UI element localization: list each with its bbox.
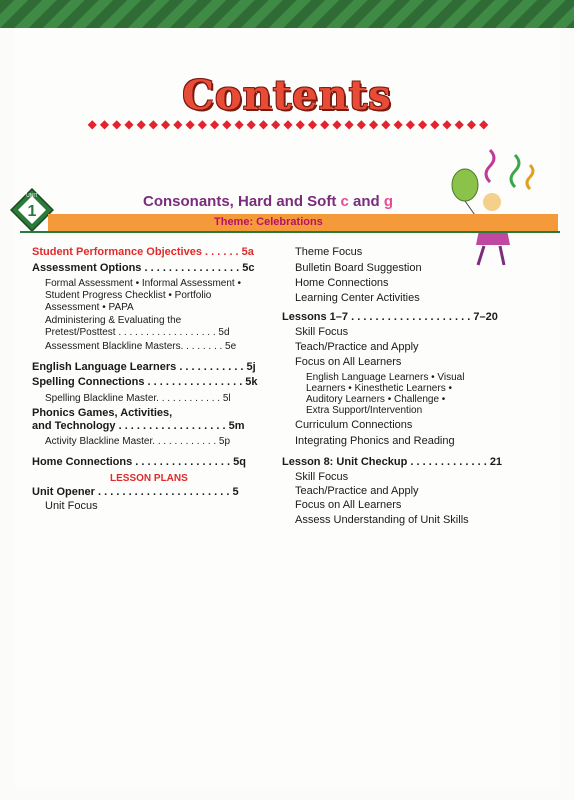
- toc-subentry: Assessment • PAPA: [45, 302, 134, 313]
- toc-entry: Curriculum Connections: [295, 419, 413, 431]
- toc-subentry: Pretest/Posttest . . . . . . . . . . . . . . . . . . 5d: [45, 327, 230, 338]
- toc-entry: Focus on All Learners: [295, 499, 402, 511]
- toc-subentry: Formal Assessment • Informal Assessment •: [45, 278, 241, 289]
- unit-number: 1: [27, 203, 37, 220]
- toc-subentry: Activity Blackline Master. . . . . . . . . . . . 5p: [45, 436, 231, 447]
- toc-subentry: Assessment Blackline Masters. . . . . . . . 5e: [45, 341, 237, 352]
- toc-entry: Lessons 1–7 . . . . . . . . . . . . . . . . . . . . 7–20: [282, 311, 498, 323]
- lesson-plans-heading: LESSON PLANS: [110, 473, 188, 484]
- divider-line: [20, 231, 560, 233]
- toc-subentry: Unit Focus: [45, 500, 98, 512]
- toc-entry: Home Connections . . . . . . . . . . . . . . . . 5q: [32, 456, 246, 468]
- toc-entry: Theme Focus: [295, 246, 363, 258]
- toc-entry: and Technology . . . . . . . . . . . . . . . . . . 5m: [32, 420, 245, 432]
- diamond-divider: ◆ ◆ ◆ ◆ ◆ ◆ ◆ ◆ ◆ ◆ ◆ ◆ ◆ ◆ ◆ ◆ ◆ ◆ ◆ ◆ ◆ ◆ ◆ ◆ ◆ ◆ ◆ ◆ ◆ ◆ ◆ ◆ ◆: [87, 117, 489, 131]
- toc-entry: English Language Learners . . . . . . . . . . . 5j: [32, 361, 256, 373]
- toc-entry: Unit Opener . . . . . . . . . . . . . . . . . . . . . . 5: [32, 486, 239, 498]
- toc-subentry: English Language Learners • Visual: [306, 372, 465, 383]
- toc-entry: Assess Understanding of Unit Skills: [295, 514, 469, 526]
- toc-entry: Student Performance Objectives . . . . . . 5a: [32, 246, 254, 258]
- toc-subentry: Student Progress Checklist • Portfolio: [45, 290, 212, 301]
- toc-entry: Spelling Connections . . . . . . . . . . . . . . . . 5k: [32, 376, 258, 388]
- toc-subentry: Auditory Learners • Challenge •: [306, 394, 446, 405]
- toc-entry: Learning Center Activities: [295, 292, 420, 304]
- page-title: Contents: [182, 72, 392, 119]
- theme-text: Theme: Celebrations: [214, 216, 323, 228]
- toc-entry: Skill Focus: [295, 326, 349, 338]
- toc-entry: Teach/Practice and Apply: [295, 341, 419, 353]
- toc-entry: Bulletin Board Suggestion: [295, 262, 422, 274]
- letter-g: g: [383, 193, 394, 210]
- top-pattern-band: [0, 0, 574, 28]
- toc-subentry: Administering & Evaluating the: [45, 315, 182, 326]
- toc-entry: Skill Focus: [295, 471, 349, 483]
- letter-c: c: [340, 193, 349, 210]
- toc-entry: Assessment Options . . . . . . . . . . . . . . . . 5c: [32, 262, 255, 274]
- balloon-girl-illustration: [440, 140, 550, 275]
- toc-subentry: Learners • Kinesthetic Learners •: [306, 383, 452, 394]
- toc-entry: Home Connections: [295, 277, 389, 289]
- toc-entry: Teach/Practice and Apply: [295, 485, 419, 497]
- toc-subentry: Extra Support/Intervention: [306, 405, 423, 416]
- unit-title: Consonants, Hard and Soft c and g: [143, 193, 394, 210]
- toc-entry: Integrating Phonics and Reading: [295, 435, 455, 447]
- toc-entry: Lesson 8: Unit Checkup . . . . . . . . . . . . . 21: [282, 456, 503, 468]
- toc-entry: Focus on All Learners: [295, 356, 402, 368]
- toc-subentry: Spelling Blackline Master. . . . . . . . . . . . 5l: [45, 393, 231, 404]
- unit-label: UNIT: [26, 193, 38, 199]
- toc-entry: Phonics Games, Activities,: [32, 407, 173, 419]
